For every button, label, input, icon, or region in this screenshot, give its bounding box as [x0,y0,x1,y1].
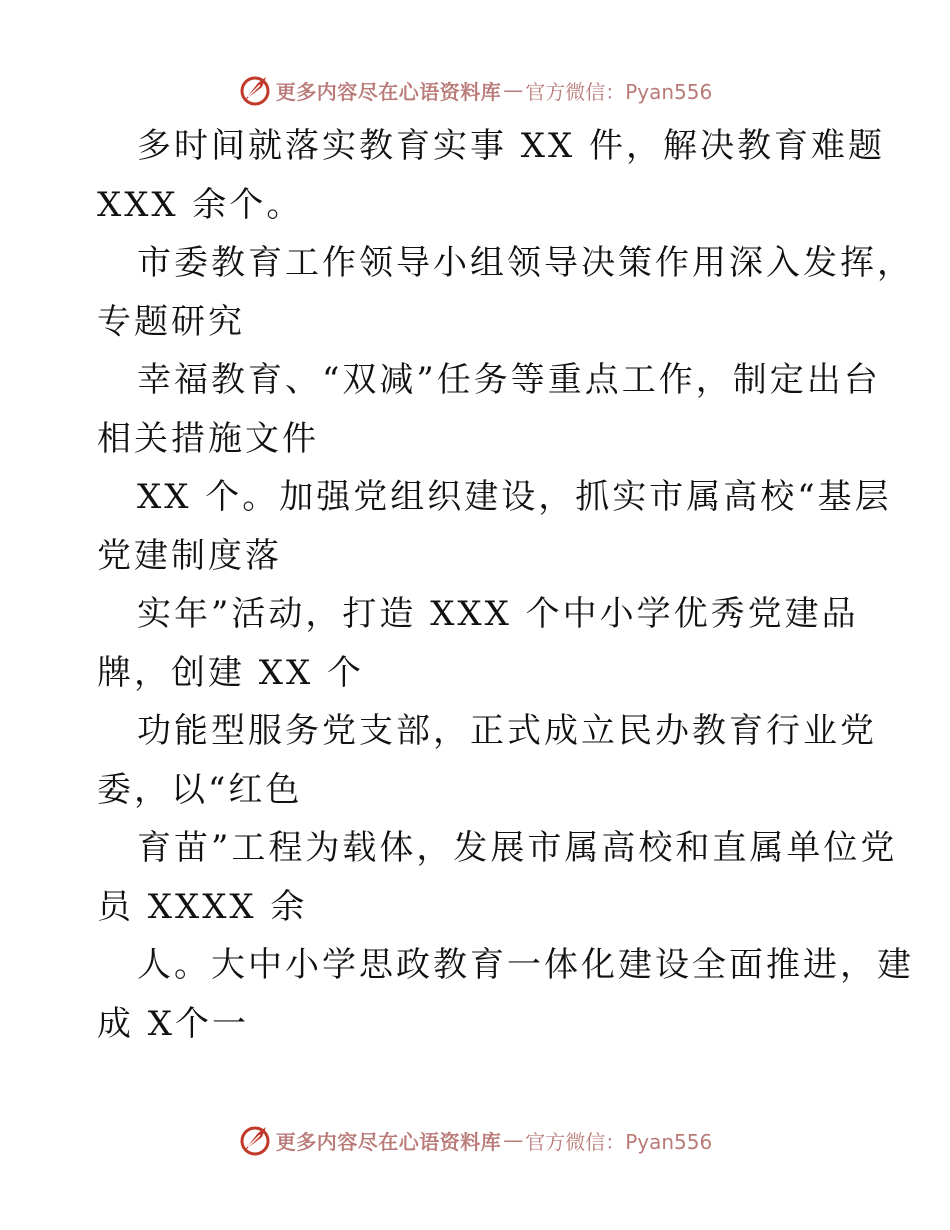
quill-logo-icon [238,1123,272,1157]
header-banner [0,72,950,108]
text-line: 牌，创建 XX 个 [97,652,365,693]
text-line: XX 个。加强党组织建设，抓实市属高校“基层 [137,477,892,517]
text-line: 实年”活动，打造 XXX 个中小学优秀党建品 [137,594,859,634]
text-line: 相关措施文件 [97,418,319,459]
text-line: 党建制度落 [97,535,282,576]
text-line: XXX 余个。 [97,184,304,225]
text-line: 委，以“红色 [97,769,303,810]
banner-title: 更多内容尽在心语资料库 [275,1129,502,1154]
text-line: 育苗”工程为载体，发展市属高校和直属单位党 [137,828,898,868]
quill-logo-icon [238,73,272,107]
text-line: 功能型服务党支部，正式成立民办教育行业党 [137,711,877,751]
text-line: 幸福教育、“双减”任务等重点工作，制定出台 [137,360,881,400]
text-line: 市委教育工作领导小组领导决策作用深入发挥， [137,243,914,283]
text-line: 多时间就落实教育实事 XX 件，解决教育难题 [137,126,886,166]
text-line: 员 XXXX 余 [97,886,308,927]
document-body [97,117,914,1053]
banner-title: 更多内容尽在心语资料库 [275,79,502,104]
banner-wechat: 官方微信：Pyan556 [525,1129,713,1154]
banner-wechat: 官方微信：Pyan556 [525,79,713,104]
footer-banner [0,1122,950,1158]
text-line: 人。大中小学思政教育一体化建设全面推进，建 [137,945,914,985]
text-line: 成 X个一 [97,1003,250,1044]
banner-separator: — [503,1128,524,1152]
text-line: 专题研究 [97,301,245,342]
banner-separator: — [503,78,524,102]
